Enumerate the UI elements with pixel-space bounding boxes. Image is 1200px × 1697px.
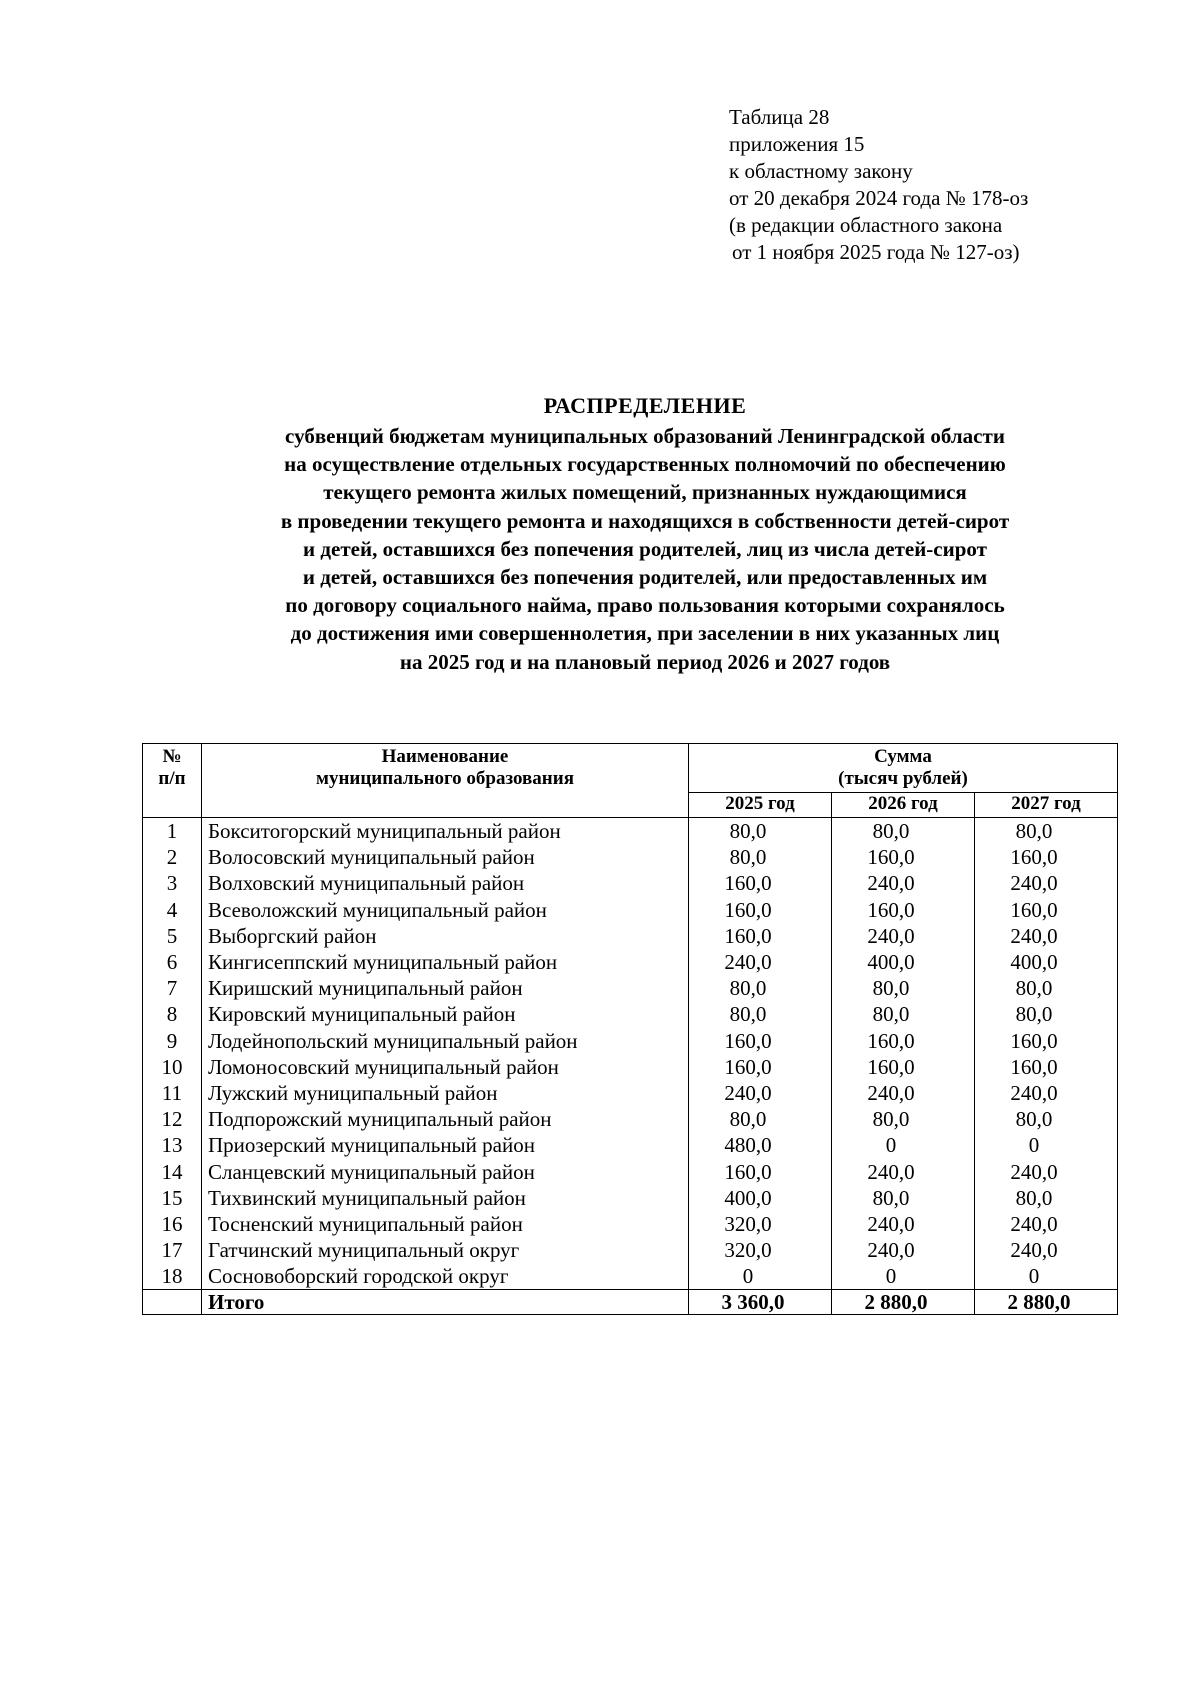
row-value-2026: 80,0 [832, 818, 975, 845]
row-value-2027: 80,0 [975, 818, 1118, 845]
table-row [143, 1158, 1118, 1184]
title-line: субвенций бюджетам муниципальных образований Ленинградской области [285, 424, 1005, 448]
row-value-2026: 160,0 [832, 1054, 975, 1080]
row-value-2026: 80,0 [832, 1106, 975, 1132]
row-municipality-name: Сосновоборский городской округ [202, 1263, 689, 1290]
row-municipality-name: Выборгский район [202, 923, 689, 949]
row-municipality-name: Подпорожский муниципальный район [202, 1106, 689, 1132]
row-value-2025: 80,0 [689, 1106, 832, 1132]
row-value-2027: 80,0 [975, 1185, 1118, 1211]
row-value-2026: 0 [832, 1263, 975, 1290]
total-label: Итого [202, 1290, 689, 1315]
annex-line: Таблица 28 [729, 105, 830, 129]
row-value-2027: 240,0 [975, 1211, 1118, 1237]
title-line: по договору социального найма, право пользования которыми сохранялось [285, 593, 1005, 618]
title-line: на осуществление отдельных государственных полномочий по обеспечению [284, 452, 1006, 477]
table-row [143, 897, 1118, 923]
annex-line: от 1 ноября 2025 года № 127-оз) [732, 240, 1020, 264]
row-value-2027: 80,0 [975, 1106, 1118, 1132]
row-municipality-name: Тосненский муниципальный район [202, 1211, 689, 1237]
row-value-2025: 240,0 [689, 1080, 832, 1106]
row-value-2025: 80,0 [689, 818, 832, 845]
row-value-2026: 240,0 [832, 923, 975, 949]
row-municipality-name: Ломоносовский муниципальный район [202, 1054, 689, 1080]
table-row [143, 1106, 1118, 1132]
total-row [143, 1290, 1118, 1315]
table-row [143, 818, 1118, 845]
row-municipality-name: Кировский муниципальный район [202, 1001, 689, 1027]
row-value-2027: 80,0 [975, 975, 1118, 1001]
row-value-2025: 160,0 [689, 923, 832, 949]
header-number-line2: п/п [158, 768, 186, 789]
row-value-2026: 240,0 [832, 1080, 975, 1106]
total-number-cell [143, 1290, 202, 1315]
row-value-2027: 240,0 [975, 923, 1118, 949]
title-line: в проведении текущего ремонта и находящихся в собственности детей-сирот [280, 508, 1010, 533]
row-value-2025: 320,0 [689, 1237, 832, 1263]
row-value-2027: 160,0 [975, 1054, 1118, 1080]
row-value-2026: 400,0 [832, 949, 975, 975]
annex-line: к областному закону [729, 159, 913, 183]
row-value-2027: 240,0 [975, 1080, 1118, 1106]
total-2027: 2 880,0 [975, 1290, 1118, 1315]
title-line: до достижения ими совершеннолетия, при заселении в них указанных лиц [290, 621, 1000, 646]
header-sum-line2: (тысяч рублей) [838, 768, 968, 789]
row-municipality-name: Всеволожский муниципальный район [202, 897, 689, 923]
row-value-2025: 0 [689, 1263, 832, 1290]
row-value-2027: 80,0 [975, 1001, 1118, 1027]
distribution-table [142, 743, 1118, 1315]
row-value-2027: 240,0 [975, 1158, 1118, 1184]
row-value-2026: 80,0 [832, 975, 975, 1001]
row-value-2026: 160,0 [832, 897, 975, 923]
table-row [143, 1054, 1118, 1080]
header-sum [689, 744, 1118, 793]
row-number: 2 [143, 844, 202, 870]
row-municipality-name: Лодейнопольский муниципальный район [202, 1028, 689, 1054]
table-row [143, 949, 1118, 975]
row-number: 11 [143, 1080, 202, 1106]
header-number [143, 744, 202, 818]
row-municipality-name: Кингисеппский муниципальный район [202, 949, 689, 975]
table-row [143, 923, 1118, 949]
row-value-2026: 160,0 [832, 1028, 975, 1054]
title-line: на 2025 год и на плановый период 2026 и 2027 годов [399, 649, 891, 674]
row-number: 1 [143, 818, 202, 845]
row-number: 7 [143, 975, 202, 1001]
row-municipality-name: Волховский муниципальный район [202, 870, 689, 896]
annex-line: от 20 декабря 2024 года № 178-оз [729, 186, 1029, 210]
row-value-2026: 240,0 [832, 1158, 975, 1184]
row-value-2026: 240,0 [832, 870, 975, 896]
table-body [143, 818, 1118, 1315]
table-header [143, 744, 1118, 818]
row-value-2026: 80,0 [832, 1185, 975, 1211]
table-row [143, 844, 1118, 870]
row-municipality-name: Лужский муниципальный район [202, 1080, 689, 1106]
row-value-2025: 80,0 [689, 844, 832, 870]
header-year-2027: 2027 год [975, 793, 1118, 818]
row-value-2025: 80,0 [689, 1001, 832, 1027]
row-number: 5 [143, 923, 202, 949]
row-municipality-name: Бокситогорский муниципальный район [202, 818, 689, 845]
row-value-2027: 160,0 [975, 1028, 1118, 1054]
row-value-2025: 160,0 [689, 1028, 832, 1054]
table-row [143, 1132, 1118, 1158]
row-value-2027: 240,0 [975, 1237, 1118, 1263]
table-row [143, 1237, 1118, 1263]
row-municipality-name: Киришский муниципальный район [202, 975, 689, 1001]
row-value-2026: 0 [832, 1132, 975, 1158]
row-number: 10 [143, 1054, 202, 1080]
title-heading: РАСПРЕДЕЛЕНИЕ [543, 393, 747, 418]
row-value-2025: 240,0 [689, 949, 832, 975]
row-number: 3 [143, 870, 202, 896]
row-value-2026: 240,0 [832, 1237, 975, 1263]
row-value-2026: 80,0 [832, 1001, 975, 1027]
total-2025: 3 360,0 [689, 1290, 832, 1315]
row-municipality-name: Волосовский муниципальный район [202, 844, 689, 870]
header-name-line2: муниципального образования [316, 768, 574, 789]
row-municipality-name: Сланцевский муниципальный район [202, 1158, 689, 1184]
row-number: 9 [143, 1028, 202, 1054]
row-value-2025: 160,0 [689, 897, 832, 923]
annex-reference [729, 104, 1028, 266]
row-value-2027: 240,0 [975, 870, 1118, 896]
row-number: 12 [143, 1106, 202, 1132]
row-number: 8 [143, 1001, 202, 1027]
title-line: и детей, оставшихся без попечения родителей, лиц из числа детей-сирот [303, 536, 987, 561]
table-row [143, 975, 1118, 1001]
row-municipality-name: Тихвинский муниципальный район [202, 1185, 689, 1211]
row-number: 13 [143, 1132, 202, 1158]
row-value-2025: 160,0 [689, 1158, 832, 1184]
header-year-2025: 2025 год [689, 793, 832, 818]
row-number: 4 [143, 897, 202, 923]
row-value-2025: 400,0 [689, 1185, 832, 1211]
header-sum-line1: Сумма [874, 746, 932, 767]
title-line: текущего ремонта жилых помещений, признанных нуждающимися [323, 480, 967, 505]
row-municipality-name: Приозерский муниципальный район [202, 1132, 689, 1158]
row-number: 6 [143, 949, 202, 975]
table-row [143, 1263, 1118, 1290]
row-value-2027: 160,0 [975, 897, 1118, 923]
total-2026: 2 880,0 [832, 1290, 975, 1315]
row-value-2025: 480,0 [689, 1132, 832, 1158]
row-value-2025: 160,0 [689, 1054, 832, 1080]
table-row [143, 870, 1118, 896]
row-value-2027: 0 [975, 1132, 1118, 1158]
header-name [202, 744, 689, 818]
row-municipality-name: Гатчинский муниципальный округ [202, 1237, 689, 1263]
table-row [143, 1080, 1118, 1106]
row-value-2027: 160,0 [975, 844, 1118, 870]
table-row [143, 1185, 1118, 1211]
row-value-2027: 400,0 [975, 949, 1118, 975]
distribution-table-wrapper [142, 743, 1118, 1315]
annex-line: (в редакции областного закона [729, 213, 1003, 237]
header-name-line1: Наименование [381, 746, 509, 767]
table-row [143, 1001, 1118, 1027]
row-value-2025: 320,0 [689, 1211, 832, 1237]
row-value-2026: 240,0 [832, 1211, 975, 1237]
row-number: 17 [143, 1237, 202, 1263]
row-value-2026: 160,0 [832, 844, 975, 870]
header-year-2026: 2026 год [832, 793, 975, 818]
row-number: 15 [143, 1185, 202, 1211]
row-number: 14 [143, 1158, 202, 1184]
table-row [143, 1028, 1118, 1054]
annex-line: приложения 15 [729, 132, 865, 156]
row-number: 16 [143, 1211, 202, 1237]
title-line: и детей, оставшихся без попечения родителей, или предоставленных им [302, 565, 988, 590]
row-number: 18 [143, 1263, 202, 1290]
header-number-line1: № [162, 746, 182, 767]
row-value-2025: 160,0 [689, 870, 832, 896]
document-title [120, 392, 1170, 676]
table-row [143, 1211, 1118, 1237]
row-value-2025: 80,0 [689, 975, 832, 1001]
row-value-2027: 0 [975, 1263, 1118, 1290]
